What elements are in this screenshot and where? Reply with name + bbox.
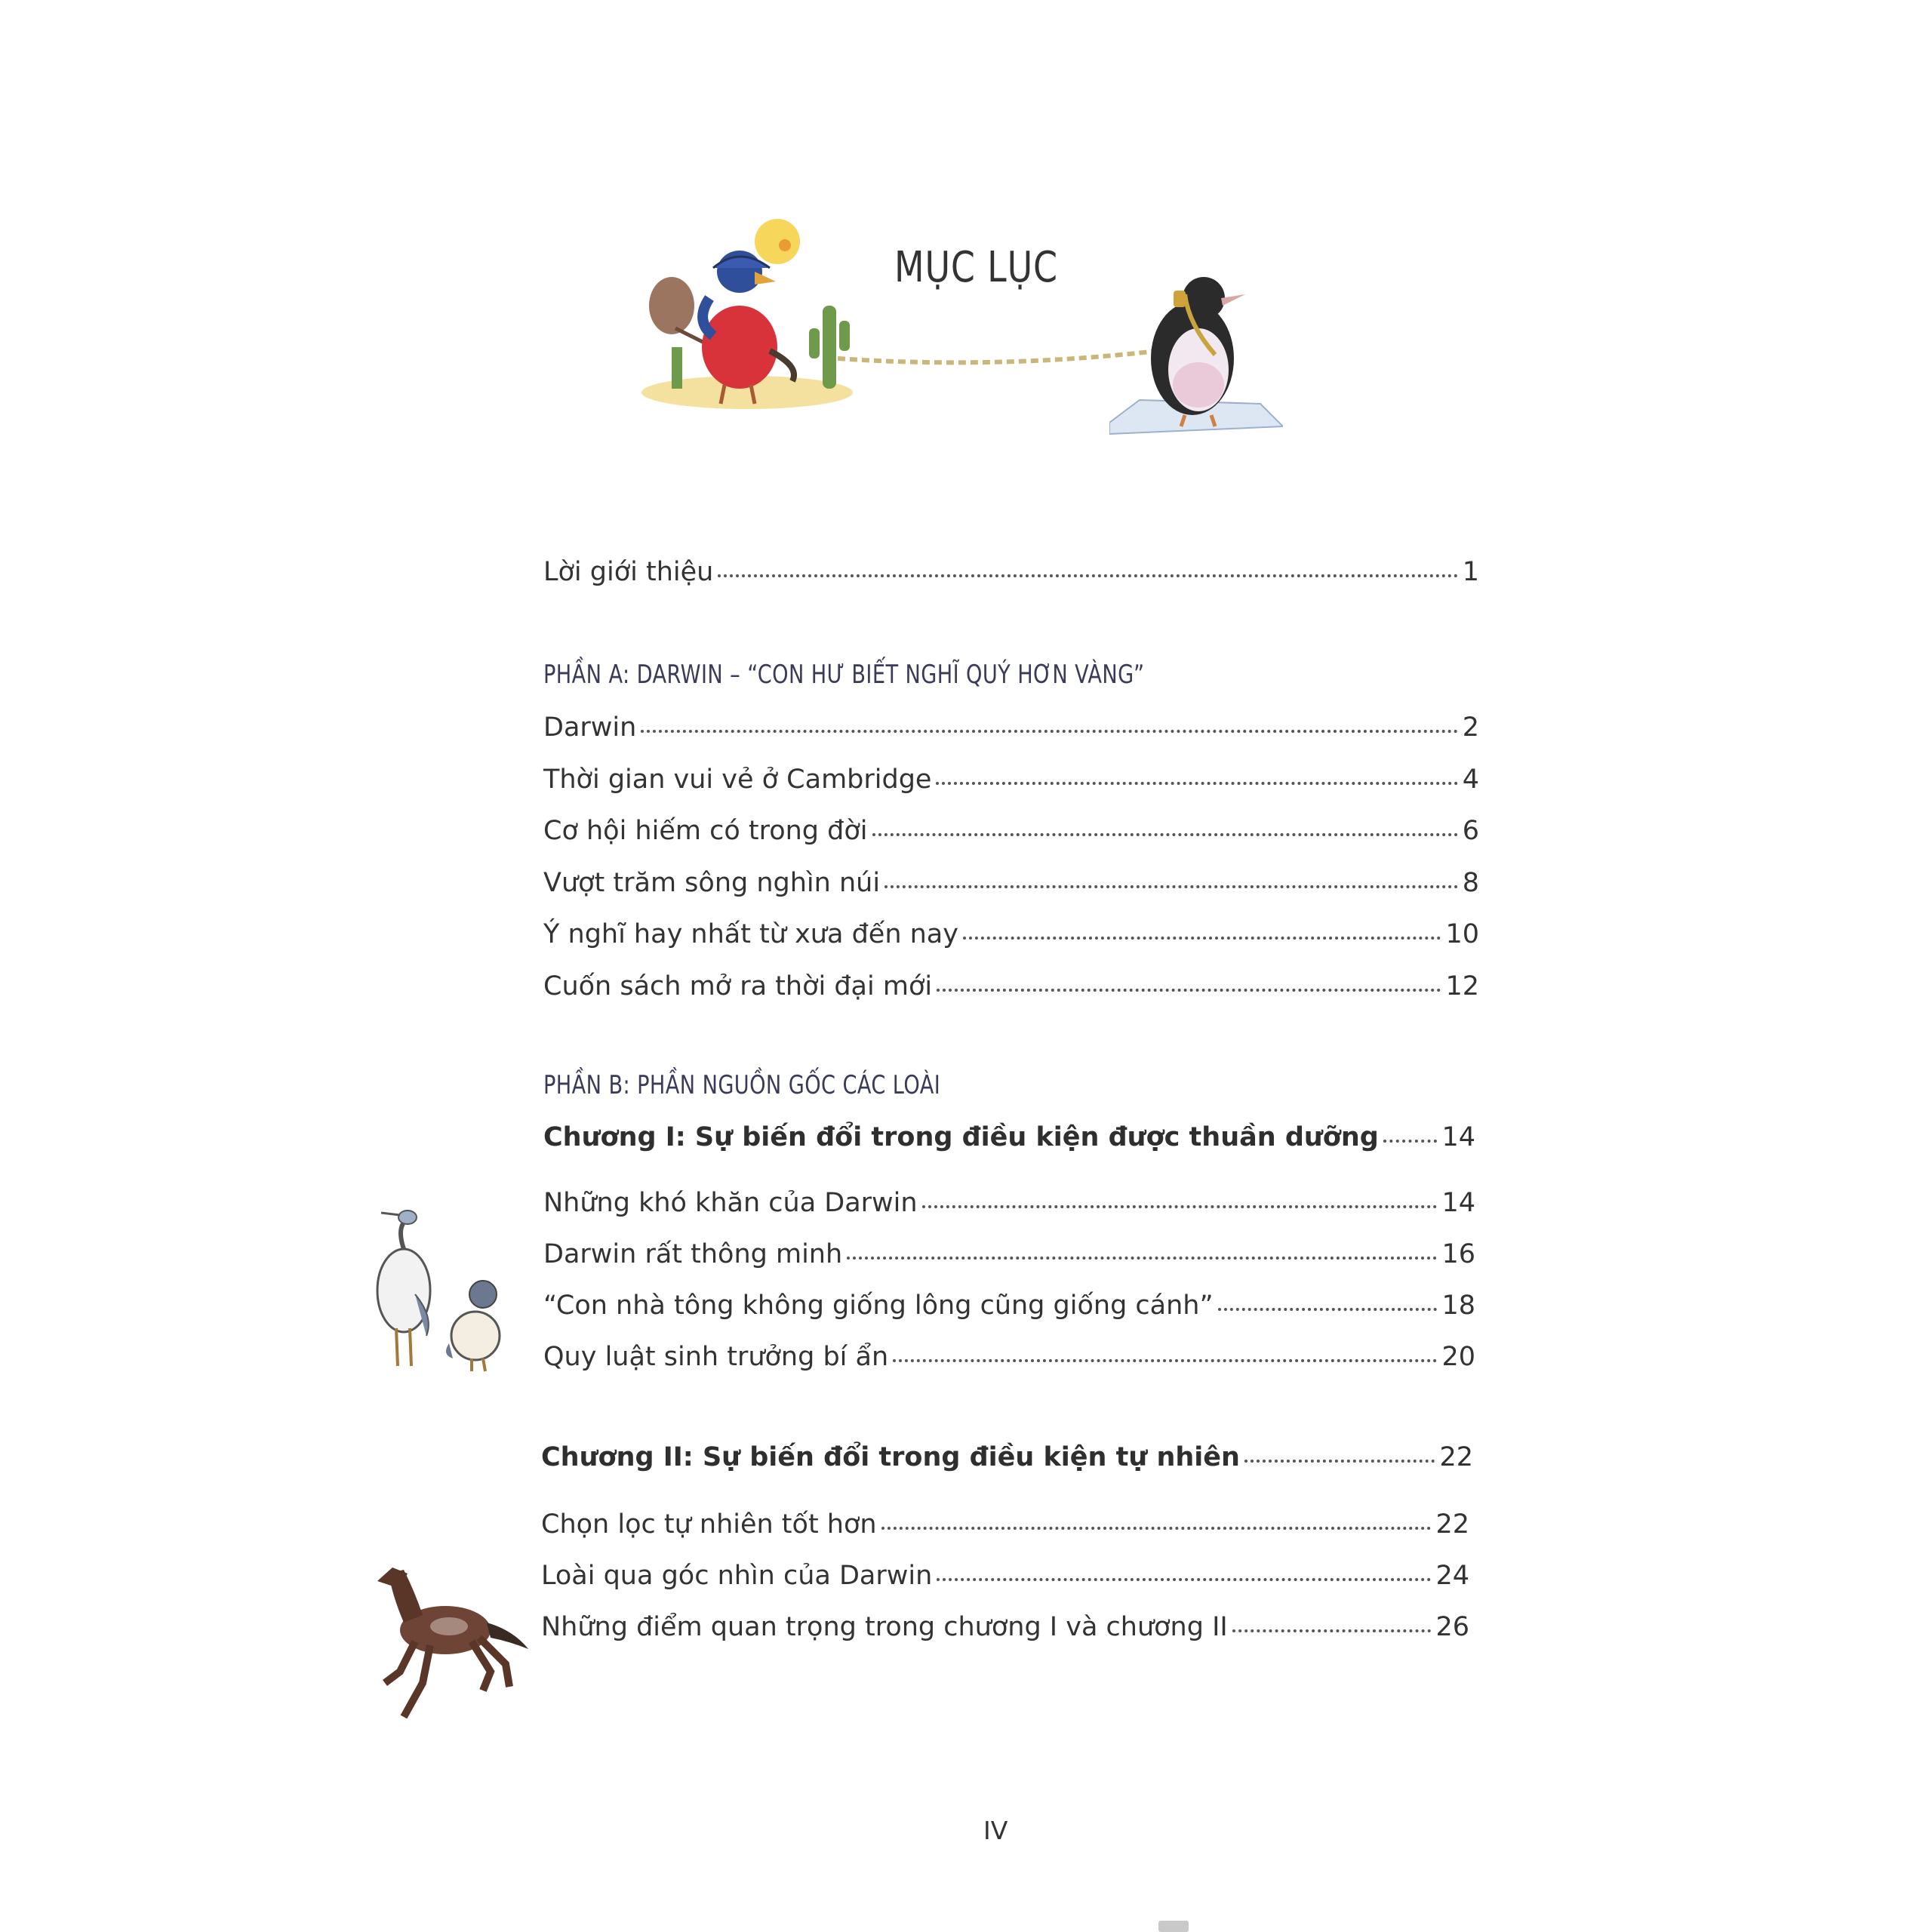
- toc-entry-label: Cuốn sách mở ra thời đại mới: [543, 971, 933, 1001]
- toc-entry-label: Vượt trăm sông nghìn núi: [543, 868, 881, 898]
- toc-entry-label: Chương II: Sự biến đổi trong điều kiện tự nhiên: [541, 1442, 1240, 1472]
- toc-entry-page: 20: [1441, 1342, 1475, 1372]
- toc-entry-page: 8: [1462, 868, 1479, 898]
- toc-entry-label: Darwin rất thông minh: [543, 1239, 843, 1269]
- toc-entry-page: 26: [1435, 1612, 1469, 1642]
- scan-mark: [1158, 1921, 1189, 1932]
- toc-entry-page: 22: [1439, 1442, 1473, 1472]
- toc-entry-label: Lời giới thiệu: [543, 557, 714, 587]
- toc-entry-page: 14: [1441, 1122, 1475, 1152]
- dot-leader: [893, 1359, 1437, 1362]
- toc-entry-page: 1: [1462, 557, 1479, 587]
- dot-leader: [1232, 1629, 1432, 1632]
- dot-leader: [881, 1527, 1432, 1530]
- toc-entry-label: Quy luật sinh trưởng bí ẩn: [543, 1342, 889, 1372]
- dot-leader: [1383, 1140, 1438, 1143]
- toc-entry[interactable]: [543, 1188, 1475, 1218]
- toc-entry-label: Loài qua góc nhìn của Darwin: [541, 1561, 933, 1591]
- toc-entry-label: Ý nghĩ hay nhất từ xưa đến nay: [543, 919, 958, 949]
- toc-entry-label: Cơ hội hiếm có trong đời: [543, 816, 868, 846]
- toc-entry-page: 16: [1441, 1239, 1475, 1269]
- dot-leader: [937, 1578, 1431, 1581]
- toc-entry[interactable]: [541, 1509, 1469, 1540]
- toc-entry-label: Những khó khăn của Darwin: [543, 1188, 918, 1218]
- page-number: IV: [983, 1816, 1008, 1845]
- toc-entry[interactable]: [543, 919, 1479, 949]
- toc-entry[interactable]: [541, 1612, 1469, 1642]
- dot-leader: [884, 885, 1458, 888]
- toc-entry[interactable]: [543, 1239, 1475, 1269]
- dot-leader: [936, 782, 1457, 785]
- toc-entry-page: 22: [1435, 1509, 1469, 1540]
- toc-entry-label: Chọn lọc tự nhiên tốt hơn: [541, 1509, 877, 1540]
- page-title: MỤC LỤC: [894, 243, 1058, 292]
- toc-entry-intro[interactable]: [543, 557, 1479, 587]
- dot-leader: [718, 574, 1457, 577]
- dot-leader: [847, 1257, 1437, 1260]
- toc-entry-page: 24: [1435, 1561, 1469, 1591]
- toc-entry-label: “Con nhà tông không giống lông cũng giống cánh”: [543, 1291, 1214, 1321]
- dot-leader: [963, 937, 1441, 940]
- toc-entry[interactable]: [543, 712, 1479, 743]
- toc-entry-page: 18: [1441, 1291, 1475, 1321]
- toc-entry-label: Những điểm quan trọng trong chương I và chương II: [541, 1612, 1228, 1642]
- section-heading-a: PHẦN A: DARWIN – “CON HƯ BIẾT NGHĨ QUÝ HƠN VÀNG”: [543, 660, 1145, 690]
- dot-leader: [1244, 1460, 1435, 1463]
- toc-entry[interactable]: [543, 971, 1479, 1001]
- toc-entry[interactable]: [543, 764, 1479, 795]
- toc-entry-page: 4: [1462, 764, 1479, 795]
- dot-leader: [641, 730, 1457, 733]
- toc-entry-page: 14: [1441, 1188, 1475, 1218]
- toc-entry-label: Thời gian vui vẻ ở Cambridge: [543, 764, 932, 795]
- toc-entry[interactable]: [543, 1342, 1475, 1372]
- toc-chapter-2[interactable]: [541, 1442, 1473, 1472]
- toc-entry[interactable]: [541, 1561, 1469, 1591]
- toc-entry[interactable]: [543, 1291, 1475, 1321]
- dot-leader: [922, 1205, 1438, 1208]
- section-heading-b: PHẦN B: PHẦN NGUỒN GỐC CÁC LOÀI: [543, 1070, 941, 1100]
- toc-entry[interactable]: [543, 816, 1479, 846]
- toc-entry-page: 12: [1445, 971, 1479, 1001]
- dot-leader: [1218, 1308, 1438, 1311]
- toc-entry-page: 10: [1445, 919, 1479, 949]
- toc-entry[interactable]: [543, 868, 1479, 898]
- toc-entry-page: 2: [1462, 712, 1479, 743]
- toc-chapter-1[interactable]: [543, 1122, 1475, 1152]
- dot-leader: [872, 833, 1458, 836]
- toc-entry-page: 6: [1462, 816, 1479, 846]
- toc-entry-label: Chương I: Sự biến đổi trong điều kiện được thuần dưỡng: [543, 1122, 1379, 1152]
- toc-entry-label: Darwin: [543, 712, 637, 743]
- dot-leader: [937, 989, 1441, 992]
